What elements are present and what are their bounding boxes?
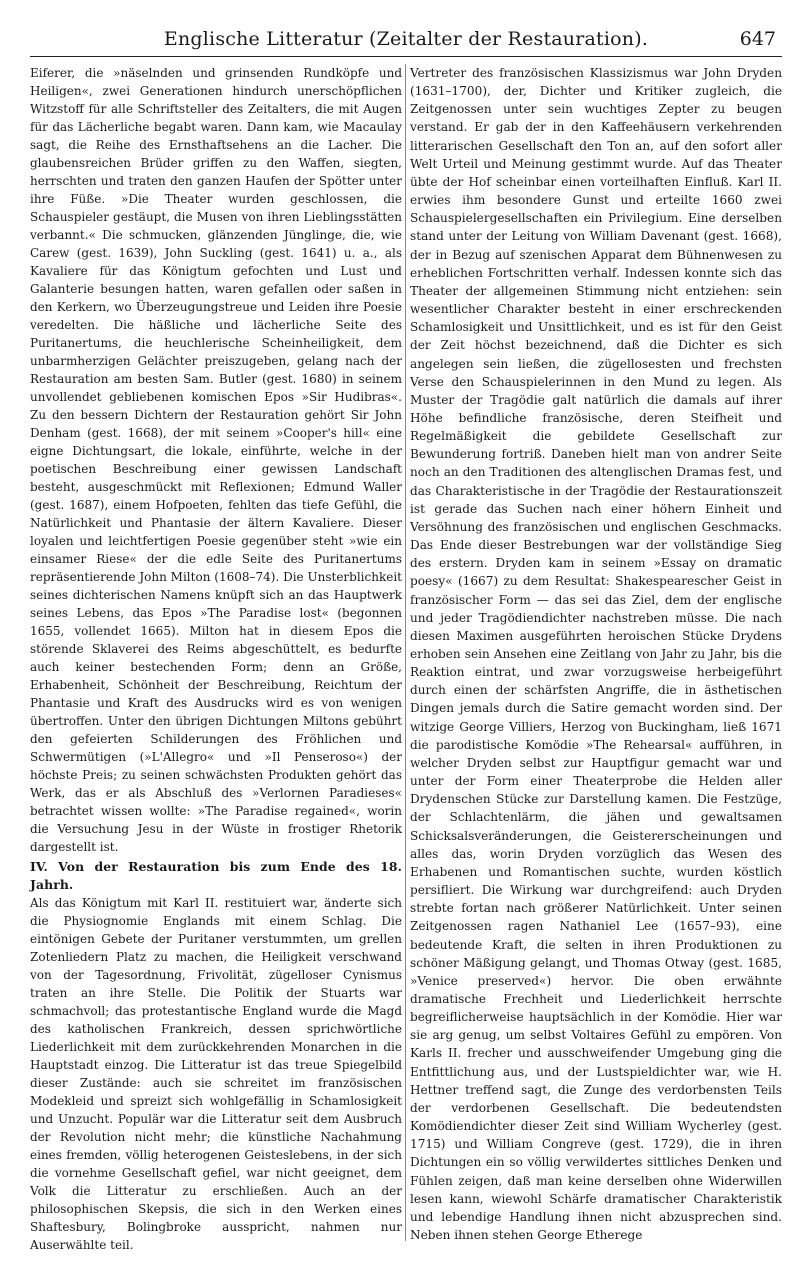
- left-paragraph-1: Eiferer, die »näselnden und grinsenden Rundköpfe und Heiligen«, zwei Generationen hindurch unerschöpflichen Witzstoff für alle Schriftsteller des Zeitalters, die mit Augen für das Lächerliche begabt waren. Dann kam, wie Macaulay sagt, die Reihe des Ernsthaftsehens an die Lacher. Die glaubensreichen Brüder griffen zu den Waffen, siegten, herrschten und traten den ganzen Haufen der Spötter unter ihre Füße. »Die Theater wurden geschlossen, die Schauspieler gestäupt, die Musen von ihren Lieblingsstätten verbannt.« Die schmucken, glänzenden Jünglinge, die, wie Carew (gest. 1639), John Suckling (gest. 1641) u. a., als Kavaliere für das Königtum gefochten und Lust und Galanterie besungen hatten, waren gefallen oder saßen in den Kerkern, wo Überzeugungstreue und Leiden ihre Poesie veredelten. Die häßliche und lächerliche Seite des Puritanertums, die heuchlerische Scheinheiligkeit, dem unbarmherzigen Gelächter preiszugeben, gelang nach der Restauration am besten Sam. Butler (gest. 1680) in seinem unvollendet gebliebenen komischen Epos »Sir Hudibras«. Zu den bessern Dichtern der Restauration gehört Sir John Denham (gest. 1668), der mit seinem »Cooper's hill« eine eigne Dichtungsart, die lokale, einführte, welche in der poetischen Beschreibung einer gewissen Landschaft besteht, ausgeschmückt mit Reflexionen; Edmund Waller (gest. 1687), einem Hofpoeten, fehlten das tiefe Gefühl, die Natürlichkeit und Phantasie der ältern Kavaliere. Dieser loyalen und leichtfertigen Poesie gegenüber steht »wie ein einsamer Riese« der die edle Seite des Puritanertums repräsentierende John Milton (1608–74). Die Unsterblichkeit seines dichterischen Namens knüpft sich an das Hauptwerk seines Lebens, das Epos »The Paradise lost« (begonnen 1655, vollendet 1665). Milton hat in diesem Epos die störende Sklaverei des Reims abgeschüttelt, es bedurfte auch keiner bestechenden Form; denn an Größe, Erhabenheit, Schönheit der Beschreibung, Reichtum der Phantasie und Kraft des Ausdrucks wird es von wenigen übertroffen. Unter den übrigen Dichtungen Miltons gebührt den gefeierten Schilderungen des Fröhlichen und Schwermütigen (»L'Allegro« und »Il Penseroso«) der höchste Preis; zu seinen schwächsten Produkten gehört das Werk, das er als Abschluß des »Verlornen Paradieses« betrachtet wissen wollte: »The Paradise regained«, worin die Versuchung Jesu in der Wüste in frostiger Rhetorik dargestellt ist.: [30, 66, 402, 854]
- right-column: [410, 64, 782, 1244]
- page-number: 647: [739, 28, 776, 50]
- running-header: [30, 22, 782, 57]
- right-paragraph-1: Vertreter des französischen Klassizismus war John Dryden (1631–1700), der, Dichter und Kritiker zugleich, die Zeitgenossen unter sein wuchtiges Zepter zu beugen verstand. Er gab der in den Kaffeehäusern verkehrenden litterarischen Gesellschaft den Ton an, auf den sofort aller Welt Urteil und Meinung gestimmt wurde. Auf das Theater übte der Hof scheinbar einen vorteilhaften Einfluß. Karl II. erwies ihm besondere Gunst und erteilte 1660 zwei Schauspielergesellschaften ein Privilegium. Eine derselben stand unter der Leitung von William Davenant (gest. 1668), der in Bezug auf szenischen Apparat dem Bühnenwesen zu erheblichen Fortschritten verhalf. Indessen konnte sich das Theater der allgemeinen Stimmung nicht entziehen: sein wesentlicher Charakter besteht in einer erschreckenden Schamlosigkeit und Unsittlichkeit, und es ist für den Geist der Zeit höchst bezeichnend, daß die Dichter es sich angelegen sein ließen, die zügellosesten und frechsten Verse den Schauspielerinnen in den Mund zu legen. Als Muster der Tragödie galt natürlich die damals auf ihrer Höhe befindliche französische, deren Steifheit und Regelmäßigkeit die gebildete Gesellschaft zur Bewunderung fortriß. Daneben hielt man von andrer Seite noch an den Traditionen des altenglischen Dramas fest, und das Charakteristische in der Tragödie der Restaurationszeit ist gerade das Suchen nach einer höhern Einheit und Versöhnung des französischen und englischen Geschmacks. Das Ende dieser Bestrebungen war der vollständige Sieg des erstern. Dryden kam in seinem »Essay on dramatic poesy« (1667) zu dem Resultat: Shakespearescher Geist in französischer Form — das sei das Ziel, dem der englische und jeder Tragödiendichter nachstreben müsse. Die nach diesen Maximen ausgeführten heroischen Stücke Drydens erhoben sein Ansehen eine Zeitlang von Jahr zu Jahr, bis die Reaktion eintrat, und zwar vorzugsweise herbeigeführt durch einen der schärfsten Angriffe, die in ästhetischen Dingen jemals durch die Satire gemacht worden sind. Der witzige George Villiers, Herzog von Buckingham, ließ 1671 die parodistische Komödie »The Rehearsal« aufführen, in welcher Dryden selbst zur Hauptfigur gemacht war und unter der Form einer Theaterprobe die Helden aller Drydenschen Stücke zur Darstellung kamen. Die Festzüge, der Schlachtenlärm, die jähen und gewaltsamen Schicksalsveränderungen, die Geistererscheinungen und alles das, worin Dryden vorzüglich das Wesen des Erhabenen und Romantischen suchte, wurden köstlich persifliert. Die Wirkung war durchgreifend: auch Dryden strebte fortan nach größerer Natürlichkeit. Unter seinen Zeitgenossen ragen Nathaniel Lee (1657–93), eine bedeutende Kraft, die selten in ihren Produktionen zu schöner Mäßigung gelangt, und Thomas Otway (gest. 1685, »Venice preserved«) hervor. Die oben erwähnte dramatische Frechheit und Liederlichkeit herrschte begreiflicherweise hauptsächlich in der Komödie. Hier war sie arg genug, um selbst Voltaires Gefühl zu empören. Von Karls II. frecher und ausschweifender Umgebung ging die Entfittlichung aus, und der Lustspieldichter war, wie H. Hettner treffend sagt, die Zunge des verdorbensten Teils der verdorbenen Gesellschaft. Die bedeutendsten Komödiendichter dieser Zeit sind William Wycherley (gest. 1715) und William Congreve (gest. 1729), die in ihren Dichtungen ein so völlig verwildertes sittliches Denken und Fühlen zeigen, daß man keine derselben ohne Widerwillen lesen kann, wiewohl Schärfe dramatischer Charakteristik und lebendige Handlung ihnen nicht abzusprechen sind. Neben ihnen stehen George Etherege: [410, 66, 782, 1242]
- left-paragraph-2: Als das Königtum mit Karl II. restituiert war, änderte sich die Physiognomie Englands mit einem Schlag. Die eintönigen Gebete der Puritaner verstummten, um grellen Zotenliedern Platz zu machen, die Heiligkeit verschwand von der Tagesordnung, Frivolität, zügelloser Cynismus traten an ihre Stelle. Die Politik der Stuarts war schmachvoll; das protestantische England wurde die Magd des katholischen Frankreich, dessen sprichwörtliche Liederlichkeit mit dem zurückkehrenden Monarchen in die Hauptstadt einzog. Die Litteratur ist das treue Spiegelbild dieser Zustände: auch sie schreitet im französischen Modekleid und spreizt sich wohlgefällig in Schamlosigkeit und Unzucht. Populär war die Litteratur seit dem Ausbruch der Revolution nicht mehr; die künstliche Nachahmung eines fremden, völlig heterogenen Geisteslebens, in der sich die vornehme Gesellschaft gefiel, war nicht geeignet, dem Volk die Litteratur zu erschließen. Auch an der philosophischen Skepsis, die sich in den Werken eines Shaftesbury, Bolingbroke ausspricht, nahmen nur Auserwählte teil.: [30, 896, 402, 1252]
- column-divider: [405, 64, 406, 1241]
- two-column-body: [30, 64, 782, 1261]
- left-column: [30, 64, 402, 1254]
- header-title: Englische Litteratur (Zeitalter der Restauration).: [163, 28, 649, 50]
- section-heading: IV. Von der Restauration bis zum Ende des 18. Jahrh.: [30, 859, 402, 892]
